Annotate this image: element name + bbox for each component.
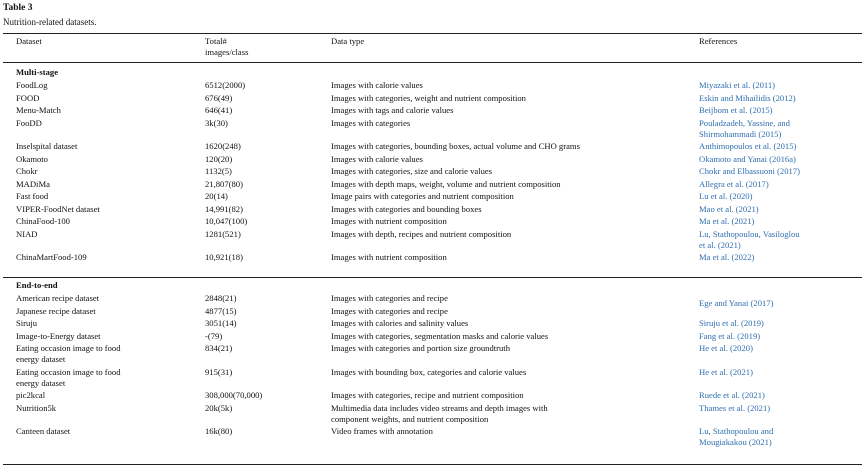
dataset-total: 1620(248) <box>205 141 241 151</box>
dataset-total: 676(49) <box>205 92 233 103</box>
dataset-total: 1281(521) <box>205 228 241 239</box>
dataset-total: 308,000(70,000) <box>205 390 263 400</box>
dataset-total: 4877(15) <box>205 305 237 316</box>
dataset-total: 10,047(100) <box>205 216 248 226</box>
dataset-total: 915(31) <box>205 366 233 377</box>
header-references: References <box>699 36 738 46</box>
data-type: Images with categories, weight and nutrient composition <box>331 92 526 103</box>
dataset-name: Eating occasion image to food <box>16 343 121 353</box>
dataset-total: 14,991(82) <box>205 203 243 214</box>
top-rule <box>3 33 862 34</box>
dataset-total: 646(41) <box>205 105 233 115</box>
reference-link: Siruju et al. (2019) <box>699 318 764 328</box>
dataset-name: Eating occasion image to food <box>16 366 121 377</box>
reference-link: Mougiakakou (2021) <box>699 437 772 447</box>
data-type: Images with categories and recipe <box>331 293 448 303</box>
reference-link: Pouladzadeh, Yassine, and <box>699 117 790 128</box>
data-type: Images with calories and salinity values <box>331 318 469 328</box>
bottom-rule <box>3 464 862 465</box>
dataset-name: FOOD <box>16 92 40 103</box>
dataset-name: American recipe dataset <box>16 293 100 303</box>
dataset-name: FooDD <box>16 117 42 128</box>
dataset-name: Image-to-Energy dataset <box>16 330 101 341</box>
dataset-name: Okamoto <box>16 153 48 164</box>
data-type: Images with categories and recipe <box>331 305 448 316</box>
dataset-name: VIPER-FoodNet dataset <box>16 203 100 214</box>
data-type: Images with nutrient composition <box>331 252 447 262</box>
data-type: Video frames with annotation <box>331 426 433 436</box>
dataset-name: ChinaFood-100 <box>16 216 70 226</box>
dataset-name: Inselspital dataset <box>16 141 78 151</box>
reference-link: He et al. (2021) <box>699 366 753 377</box>
dataset-total: 10,921(18) <box>205 252 243 262</box>
header-data-type: Data type <box>331 36 365 46</box>
dataset-name: Menu-Match <box>16 105 61 115</box>
dataset-total: 3051(14) <box>205 318 237 328</box>
dataset-name: energy dataset <box>16 354 66 364</box>
reference-link: Allegra et al. (2017) <box>699 178 769 189</box>
header-total-line1: Total# <box>205 36 227 46</box>
data-type: Images with categories, size and calorie values <box>331 166 493 176</box>
data-type: Images with categories, segmentation masks and calorie values <box>331 330 549 341</box>
data-type: Images with categories, recipe and nutrient composition <box>331 390 524 400</box>
reference-link: Fang et al. (2019) <box>699 330 761 341</box>
reference-link: Chokr and Elbassuoni (2017) <box>699 166 800 176</box>
reference-link: Ma et al. (2021) <box>699 216 755 226</box>
dataset-total: 120(20) <box>205 153 233 164</box>
dataset-name: Fast food <box>16 191 49 201</box>
reference-link: Mao et al. (2021) <box>699 203 759 214</box>
reference-link: Beijbom et al. (2015) <box>699 105 773 115</box>
dataset-total: 3k(30) <box>205 117 228 128</box>
reference-link: Shirmohammadi (2015) <box>699 128 782 139</box>
reference-link: Thames et al. (2021) <box>699 402 771 413</box>
reference-link: Anthimopoulos et al. (2015) <box>699 141 797 151</box>
section-title: End-to-end <box>16 280 58 290</box>
reference-link: Ma et al. (2022) <box>699 252 755 262</box>
reference-link: Ruede et al. (2021) <box>699 390 765 400</box>
data-type: Images with depth maps, weight, volume and nutrient composition <box>331 178 561 189</box>
dataset-name: MADiMa <box>16 178 50 189</box>
reference-link: Lu, Stathopoulou, Vasiloglou <box>699 228 800 239</box>
reference-link: et al. (2021) <box>699 239 741 250</box>
dataset-total: 2848(21) <box>205 293 237 303</box>
dataset-name: pic2kcal <box>16 390 46 400</box>
table-caption: Nutrition-related datasets. <box>3 17 97 27</box>
header-rule <box>3 62 862 63</box>
data-type: Multimedia data includes video streams and depth images with <box>331 402 548 413</box>
reference-link: Lu et al. (2020) <box>699 191 753 201</box>
dataset-total: 20k(5k) <box>205 402 233 413</box>
data-type: Images with calorie values <box>331 80 423 90</box>
reference-link: Okamoto and Yanai (2016a) <box>699 153 796 164</box>
dataset-total: 21,807(80) <box>205 178 243 189</box>
data-type: Images with depth, recipes and nutrient composition <box>331 228 512 239</box>
dataset-name: energy dataset <box>16 377 66 388</box>
header-total-line2: images/class <box>205 47 249 57</box>
data-type: Images with categories and bounding boxes <box>331 203 482 214</box>
dataset-name: Siruju <box>16 318 38 328</box>
data-type: Images with categories and portion size groundtruth <box>331 343 510 353</box>
data-type: Images with nutrient composition <box>331 216 447 226</box>
dataset-name: Canteen dataset <box>16 426 71 436</box>
data-type: component weights, and nutrient composition <box>331 413 489 424</box>
section-title: Multi-stage <box>16 67 59 77</box>
dataset-name: NIAD <box>16 228 38 239</box>
data-type: Images with tags and calorie values <box>331 105 454 115</box>
dataset-total: -(79) <box>205 330 223 341</box>
reference-link: Ege and Yanai (2017) <box>699 298 774 308</box>
dataset-total: 6512(2000) <box>205 80 246 90</box>
dataset-total: 834(21) <box>205 343 233 353</box>
data-type: Images with categories <box>331 117 411 128</box>
reference-link: Eskin and Mihailidis (2012) <box>699 92 796 103</box>
reference-link: Miyazaki et al. (2011) <box>699 80 776 90</box>
dataset-name: Nutrition5k <box>16 402 57 413</box>
reference-link: Lu, Stathopoulou and <box>699 426 774 436</box>
dataset-total: 20(14) <box>205 191 228 201</box>
section-rule <box>3 277 862 278</box>
data-type: Images with calorie values <box>331 153 423 164</box>
data-type: Images with categories, bounding boxes, actual volume and CHO grams <box>331 141 580 151</box>
reference-link: He et al. (2020) <box>699 343 753 353</box>
dataset-total: 1132(5) <box>205 166 232 176</box>
dataset-name: Chokr <box>16 166 38 176</box>
header-dataset: Dataset <box>16 36 42 46</box>
dataset-name: ChinaMartFood-109 <box>16 252 87 262</box>
table-label: Table 3 <box>3 3 33 13</box>
dataset-total: 16k(80) <box>205 426 233 436</box>
data-type: Images with bounding box, categories and calorie values <box>331 366 527 377</box>
dataset-name: Japanese recipe dataset <box>16 305 96 316</box>
data-type: Image pairs with categories and nutrient composition <box>331 191 514 201</box>
dataset-name: FoodLog <box>16 80 48 90</box>
